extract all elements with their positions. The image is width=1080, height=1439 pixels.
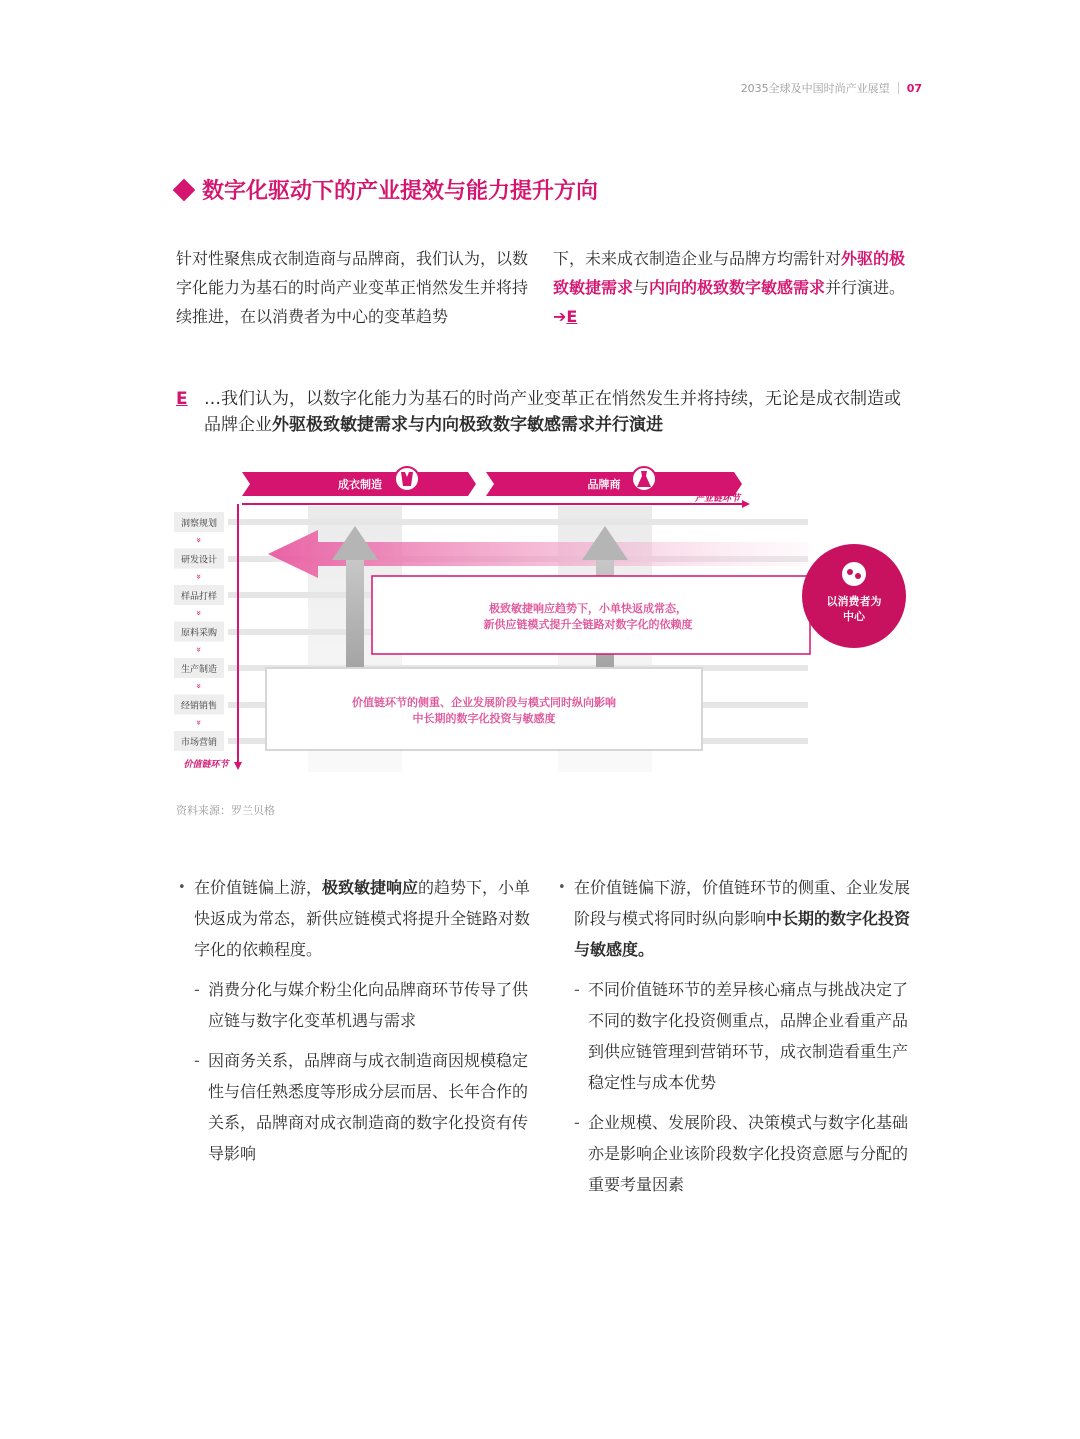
chevron-down-icon: » bbox=[193, 537, 203, 543]
sub-bullet: - 不同价值链环节的差异核心痛点与挑战决定了不同的数字化投资侧重点，品牌企业看重产品到供应链管理到营销环节，成衣制造看重生产稳定性与成本优势 bbox=[556, 974, 912, 1098]
bullet-text: 在价值链偏上游， bbox=[194, 878, 323, 897]
x-axis-label: 产业链环节 bbox=[694, 493, 740, 503]
value-chain-step-label: 市场营销 bbox=[180, 737, 218, 747]
consumer-label-line1: 以消费者为 bbox=[826, 596, 882, 608]
report-title: 2035全球及中国时尚产业展望 bbox=[740, 82, 890, 95]
sub-bullet: - 因商务关系，品牌商与成衣制造商因规模稳定性与信任熟悉度等形成分层而居、长年合作的关系，品牌商对成衣制造商的数字化投资有传导影响 bbox=[176, 1045, 536, 1169]
y-axis-label: 价值链环节 bbox=[183, 759, 229, 769]
bullet-bold: 中长期的数字化投资与敏感度。 bbox=[574, 909, 911, 959]
chevron-down-icon: » bbox=[193, 683, 203, 689]
section-title bbox=[176, 174, 598, 205]
bullet-text: 的趋势下，小单快返成为常态，新供应链模式将提升全链路对数字化的依赖程度。 bbox=[194, 878, 531, 959]
top-box-line1: 极致敏捷响应趋势下，小单快返成常态， bbox=[489, 603, 687, 615]
value-chain-step-label: 原料采购 bbox=[180, 627, 218, 638]
value-chain-steps bbox=[174, 512, 224, 751]
intro-text: 下，未来成衣制造企业与品牌方均需针对 bbox=[553, 249, 842, 268]
consumer-label-line2: 中心 bbox=[843, 611, 865, 623]
sub-bullet: - 消费分化与媒介粉尘化向品牌商环节传导了供应链与数字化变革机遇与需求 bbox=[176, 974, 536, 1036]
value-chain-step-label: 研发设计 bbox=[180, 554, 218, 565]
chevron-down-icon: » bbox=[193, 573, 203, 580]
value-chain-step-label: 生产制造 bbox=[180, 664, 218, 674]
top-box-line2: 新供应链模式提升全链路对数字化的依赖度 bbox=[483, 619, 693, 631]
intro-highlight: 外驱的极致敏捷需求 bbox=[553, 249, 906, 297]
chevron-down-icon: » bbox=[193, 719, 203, 726]
consumer-icon-dot bbox=[847, 569, 853, 575]
brand-label: 品牌商 bbox=[587, 479, 621, 491]
header-divider bbox=[898, 82, 899, 94]
diagram-canvas bbox=[168, 460, 918, 780]
caption-plain: …我们认为，以数字化能力为基石的时尚产业变革正在悄然发生并将持续，无论是成衣制造或品牌企业 bbox=[204, 389, 901, 435]
longterm-investment-box bbox=[266, 668, 702, 750]
figure-reference-letter: E bbox=[566, 307, 578, 326]
left-bullet-column bbox=[176, 872, 536, 1169]
figure-reference-link[interactable] bbox=[553, 307, 577, 326]
bottom-box-line2: 中长期的数字化投资与敏感度 bbox=[412, 713, 556, 725]
chevron-down-icon: » bbox=[193, 610, 203, 616]
consumer-icon-dot bbox=[855, 573, 861, 579]
x-axis-arrowhead bbox=[742, 500, 750, 508]
intro-right-paragraph bbox=[553, 244, 913, 331]
arrow-right-icon: ➔ bbox=[553, 307, 567, 326]
intro-highlight: 内向的极致数字敏感需求 bbox=[649, 278, 826, 297]
intro-text: 与 bbox=[633, 278, 650, 297]
page-number: 07 bbox=[906, 81, 922, 95]
sub-bullet: - 企业规模、发展阶段、决策模式与数字化基础亦是影响企业该阶段数字化投资意愿与分配的重要考量因素 bbox=[556, 1107, 912, 1200]
value-chain-step-label: 样品打样 bbox=[180, 591, 218, 601]
bullet-text: 在价值链偏下游，价值链环节的侧重、企业发展阶段与模式将同时纵向影响 bbox=[574, 878, 911, 928]
value-chain-step-label: 洞察规划 bbox=[180, 518, 218, 528]
intro-left-paragraph: 针对性聚焦成衣制造商与品牌商，我们认为，以数字化能力为基石的时尚产业变革正悄然发生并将持续推进，在以消费者为中心的变革趋势 bbox=[176, 249, 529, 326]
bullet-main bbox=[556, 872, 912, 965]
value-chain-step-label: 经销销售 bbox=[180, 700, 218, 711]
bullet-bold: 极致敏捷响应 bbox=[322, 878, 419, 897]
section-title-text: 数字化驱动下的产业提效与能力提升方向 bbox=[202, 179, 599, 204]
figure-letter: E bbox=[176, 389, 188, 409]
y-axis-arrowhead bbox=[234, 762, 242, 770]
right-bullet-column bbox=[556, 872, 912, 1200]
bullet-main bbox=[176, 872, 536, 965]
figure-caption-text bbox=[204, 386, 906, 438]
consumer-icon bbox=[842, 562, 866, 586]
diamond-bullet-icon bbox=[173, 178, 196, 201]
figure-caption bbox=[176, 386, 906, 438]
value-chain-diagram bbox=[168, 460, 918, 780]
bottom-box-line1: 价值链环节的侧重、企业发展阶段与模式同时纵向影响 bbox=[352, 697, 616, 709]
intro-text: 并行演进。 bbox=[825, 278, 906, 297]
page-header bbox=[741, 80, 922, 96]
agile-response-box bbox=[372, 576, 810, 654]
caption-bold: 外驱极致敏捷需求与内向极致数字敏感需求并行演进 bbox=[272, 415, 663, 435]
chevron-down-icon: » bbox=[193, 646, 203, 653]
manufacturer-label: 成衣制造 bbox=[338, 479, 382, 491]
source-note: 资料来源：罗兰贝格 bbox=[176, 804, 275, 817]
